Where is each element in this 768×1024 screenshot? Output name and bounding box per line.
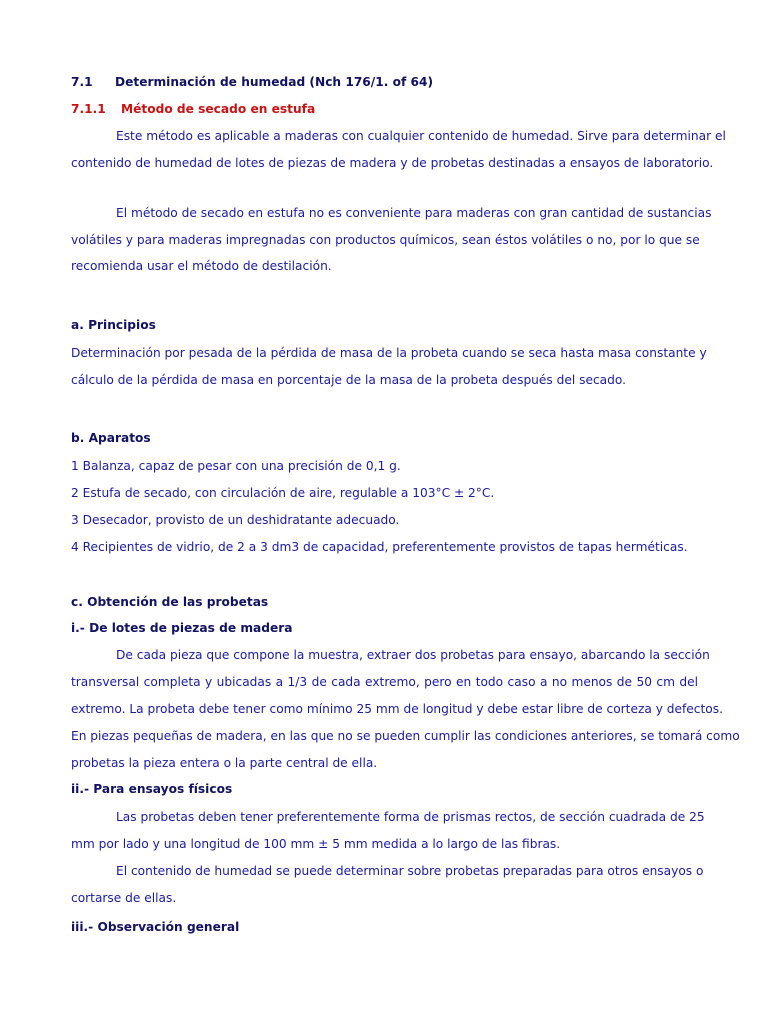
subsection-title: Método de secado en estufa — [121, 102, 316, 116]
subheading-lotes: i.- De lotes de piezas de madera — [71, 621, 293, 635]
list-item: 2 Estufa de secado, con circulación de aire, regulable a 103°C ± 2°C. — [71, 486, 495, 500]
subheading-observacion: iii.- Observación general — [71, 920, 240, 934]
paragraph-line: probetas la pieza entera o la parte central de ella. — [71, 756, 378, 770]
paragraph-line: cálculo de la pérdida de masa en porcentaje de la masa de la probeta después del secado. — [71, 373, 626, 387]
section-heading-7-1-1 — [71, 101, 698, 117]
paragraph-line: contenido de humedad de lotes de piezas de madera y de probetas destinadas a ensayos de laboratorio. — [71, 156, 714, 170]
paragraph-line: El contenido de humedad se puede determinar sobre probetas preparadas para otros ensayos o — [116, 864, 704, 878]
section-number: 7.1 — [71, 75, 93, 89]
subsection-number: 7.1.1 — [71, 102, 106, 116]
paragraph-line: mm por lado y una longitud de 100 mm ± 5 mm medida a lo largo de las fibras. — [71, 837, 561, 851]
paragraph-line: En piezas pequeñas de madera, en las que no se pueden cumplir las condiciones anteriores, se tomará como — [71, 729, 740, 743]
paragraph-line: transversal completa y ubicadas a 1/3 de cada extremo, pero en todo caso a no menos de 50 cm del — [71, 675, 698, 689]
subheading-ensayos-fisicos: ii.- Para ensayos físicos — [71, 782, 233, 796]
list-item: 1 Balanza, capaz de pesar con una precisión de 0,1 g. — [71, 459, 401, 473]
list-item: 3 Desecador, provisto de un deshidratante adecuado. — [71, 513, 400, 527]
paragraph-line: El método de secado en estufa no es conveniente para maderas con gran cantidad de sustancias — [116, 206, 712, 220]
heading-aparatos: b. Aparatos — [71, 431, 151, 445]
heading-principios: a. Principios — [71, 318, 156, 332]
paragraph-line: cortarse de ellas. — [71, 891, 177, 905]
heading-obtencion: c. Obtención de las probetas — [71, 595, 269, 609]
paragraph-line: volátiles y para maderas impregnadas con productos químicos, sean éstos volátiles o no, por lo que se — [71, 233, 700, 247]
paragraph-line: Determinación por pesada de la pérdida de masa de la probeta cuando se seca hasta masa constante y — [71, 346, 707, 360]
section-heading-7-1 — [71, 74, 698, 90]
list-item: 4 Recipientes de vidrio, de 2 a 3 dm3 de capacidad, preferentemente provistos de tapas herméticas. — [71, 540, 688, 554]
paragraph-line: Las probetas deben tener preferentemente forma de prismas rectos, de sección cuadrada de 25 — [116, 810, 705, 824]
paragraph-line: De cada pieza que compone la muestra, extraer dos probetas para ensayo, abarcando la sección — [116, 648, 710, 662]
paragraph-line: recomienda usar el método de destilación. — [71, 259, 332, 273]
paragraph-line: extremo. La probeta debe tener como mínimo 25 mm de longitud y debe estar libre de corteza y defectos. — [71, 702, 723, 716]
paragraph-line: Este método es aplicable a maderas con cualquier contenido de humedad. Sirve para determinar el — [116, 129, 726, 143]
section-title: Determinación de humedad (Nch 176/1. of 64) — [115, 75, 434, 89]
